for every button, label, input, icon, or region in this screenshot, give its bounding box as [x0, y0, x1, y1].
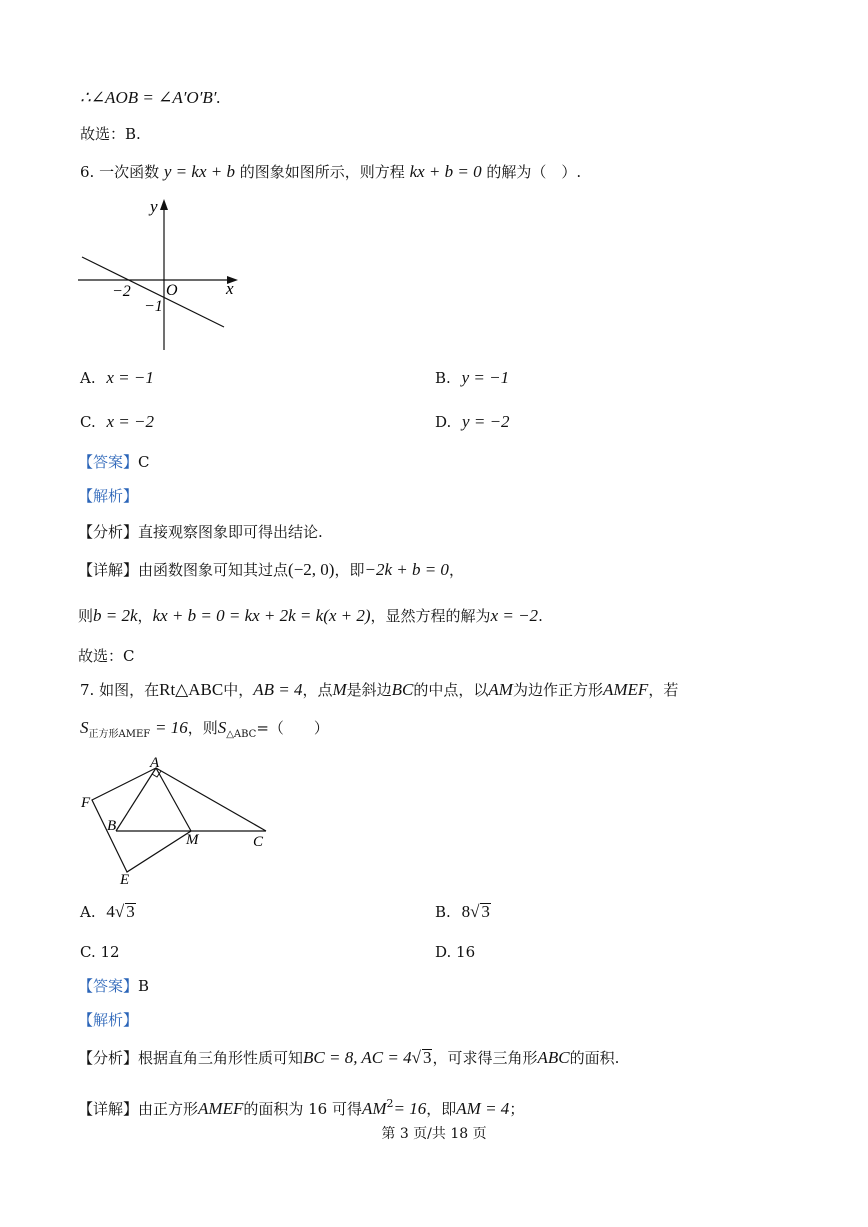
area-symbol: S	[217, 718, 227, 737]
sqrt-icon: √	[411, 1048, 421, 1067]
xiangjie-tag: 【详解】	[78, 561, 139, 579]
option-letter: A.	[80, 369, 96, 387]
triangle-name: ABC	[537, 1048, 570, 1067]
q6-option-a[interactable]	[80, 368, 154, 388]
xiangjie-text: 由正方形	[138, 1100, 199, 1118]
q6-text-b: 的图象如图所示，则方程	[239, 163, 405, 181]
y-axis-label: y	[150, 197, 158, 216]
q6-text-a: 一次函数	[99, 163, 160, 181]
xiangjie-text: 的面积为 16 可得	[243, 1100, 362, 1118]
option-text: 12	[100, 943, 120, 961]
equation: AM = 4	[456, 1099, 510, 1118]
option-text: 16	[456, 943, 476, 961]
area-symbol: S	[80, 718, 89, 737]
q6-expr-equation: kx + b = 0	[409, 162, 482, 181]
q7-option-a[interactable]	[80, 902, 136, 922]
option-radicand: 3	[126, 902, 135, 921]
sqrt-icon: √	[114, 902, 125, 921]
xiangjie-text: ，即	[334, 561, 365, 579]
equation: = 16	[393, 1099, 427, 1118]
q7-option-d[interactable]	[435, 942, 475, 962]
prev-conclusion: ∴∠AOB = ∠A′O′B′.	[80, 88, 221, 107]
fenxi-text: ，可求得三角形	[432, 1049, 538, 1067]
q7-expr: AM	[488, 680, 513, 699]
prev-choice: 故选：B.	[80, 125, 141, 143]
q6-stem	[80, 162, 581, 182]
answer-tag: 【答案】	[78, 977, 139, 995]
xiangjie-text: ，即	[426, 1100, 457, 1118]
answer-value: C	[138, 453, 150, 471]
q7-text: 如图，在	[99, 681, 160, 699]
q6-fenxi	[78, 522, 323, 542]
option-letter: C.	[80, 943, 96, 961]
fenxi-text: 直接观察图象即可得出结论.	[138, 523, 323, 541]
q7-expr: AMEF	[602, 680, 649, 699]
origin-label: O	[166, 282, 178, 299]
option-letter: D.	[435, 943, 452, 961]
equation: b = 2k	[93, 606, 138, 625]
x-intercept-label: −2	[112, 283, 131, 300]
option-letter: C.	[80, 413, 96, 431]
q7-option-c[interactable]	[80, 942, 120, 962]
q7-text: 的中点，以	[413, 681, 489, 699]
xiangjie-text: 由函数图象可知其过点	[138, 561, 289, 579]
xiangjie-text: ，显然方程的解为	[370, 607, 491, 625]
option-text: x = −1	[106, 368, 154, 387]
q6-option-d[interactable]	[435, 412, 510, 432]
option-coef: 4	[106, 902, 115, 921]
y-intercept-label: −1	[144, 298, 163, 315]
q6-option-b[interactable]	[435, 368, 509, 388]
xiangjie-text: ，	[137, 607, 153, 625]
q6-expr-linear: y = kx + b	[163, 162, 235, 181]
q7-answer	[78, 976, 149, 996]
sqrt-icon: √	[470, 902, 480, 921]
radicand: 3	[422, 1048, 432, 1067]
equation: BC = 8, AC = 4	[303, 1048, 412, 1067]
q7-xiangjie	[78, 1094, 524, 1119]
q7-expr: AB = 4	[253, 680, 303, 699]
option-text: y = −1	[461, 368, 510, 387]
q6-option-c[interactable]	[80, 412, 154, 432]
side-ac	[156, 768, 266, 831]
equation: x = −2	[490, 606, 539, 625]
y-axis-arrow-icon	[160, 199, 168, 210]
q7-text: ，则	[187, 719, 218, 737]
area-subscript: △ABC	[226, 729, 257, 740]
page-footer: 第 3 页/共 18 页	[381, 1126, 487, 1142]
exponent: 2	[386, 1097, 394, 1110]
option-letter: B.	[435, 369, 451, 387]
q6-number: 6.	[80, 163, 95, 181]
q6-text-c: 的解为（ ）.	[486, 163, 582, 181]
fenxi-tag: 【分析】	[78, 1049, 139, 1067]
option-coef: 8	[461, 902, 471, 921]
area-subscript: 正方形AMEF	[88, 729, 151, 740]
q6-answer	[78, 452, 150, 472]
q7-text: 为边作正方形	[512, 681, 603, 699]
label-b: B	[107, 818, 117, 834]
q7-text: 中，	[223, 681, 254, 699]
q7-expr: Rt△ABC	[159, 680, 224, 699]
q7-text: 是斜边	[346, 681, 392, 699]
label-c: C	[253, 834, 264, 850]
option-radicand: 3	[481, 902, 490, 921]
q6-analysis-tag: 【解析】	[78, 487, 139, 505]
q7-analysis-tag: 【解析】	[78, 1011, 139, 1029]
q7-text: ，若	[648, 681, 679, 699]
q6-xiangjie-line1	[78, 560, 464, 580]
label-f: F	[81, 795, 91, 811]
q7-text: =（ ）	[256, 719, 329, 737]
option-text: y = −2	[462, 412, 510, 431]
fenxi-tag: 【分析】	[78, 523, 139, 541]
q7-expr: M	[332, 680, 347, 699]
option-letter: A.	[80, 903, 96, 921]
x-axis-label: x	[226, 279, 234, 298]
xiangjie-tag: 【详解】	[78, 1100, 139, 1118]
function-line	[82, 257, 224, 327]
q7-expr: = 16	[154, 718, 188, 737]
fenxi-text: 根据直角三角形性质可知	[138, 1049, 304, 1067]
option-letter: B.	[435, 903, 451, 921]
segment: AM	[361, 1099, 387, 1118]
equation: kx + b = 0 = kx + 2k = k(x + 2)	[152, 606, 371, 625]
q6-function-graph	[76, 195, 246, 355]
q7-expr: BC	[391, 680, 414, 699]
square-name: AMEF	[198, 1099, 244, 1118]
q7-fenxi	[78, 1048, 619, 1068]
q6-choice: 故选：C	[78, 647, 135, 665]
q7-option-b[interactable]	[435, 902, 491, 922]
xiangjie-text: ；	[509, 1100, 525, 1118]
equation: −2k + b = 0	[364, 560, 449, 579]
q6-xiangjie-line2	[78, 606, 543, 626]
q7-geometry-figure	[76, 752, 276, 888]
option-text: x = −2	[106, 412, 154, 431]
xiangjie-text: ，	[448, 561, 464, 579]
q7-stem-line2	[80, 718, 329, 745]
xiangjie-text: 则	[78, 607, 94, 625]
answer-tag: 【答案】	[78, 453, 139, 471]
q7-stem-line1	[80, 680, 678, 700]
q7-number: 7.	[80, 681, 95, 699]
fenxi-text: 的面积.	[569, 1049, 620, 1067]
label-m: M	[186, 832, 199, 848]
xiangjie-text: .	[538, 607, 543, 625]
option-letter: D.	[435, 413, 452, 431]
answer-value: B	[138, 977, 150, 995]
q7-text: ，点	[302, 681, 333, 699]
label-a: A	[150, 755, 160, 771]
label-e: E	[120, 872, 130, 888]
point-coord: (−2, 0)	[288, 560, 335, 579]
